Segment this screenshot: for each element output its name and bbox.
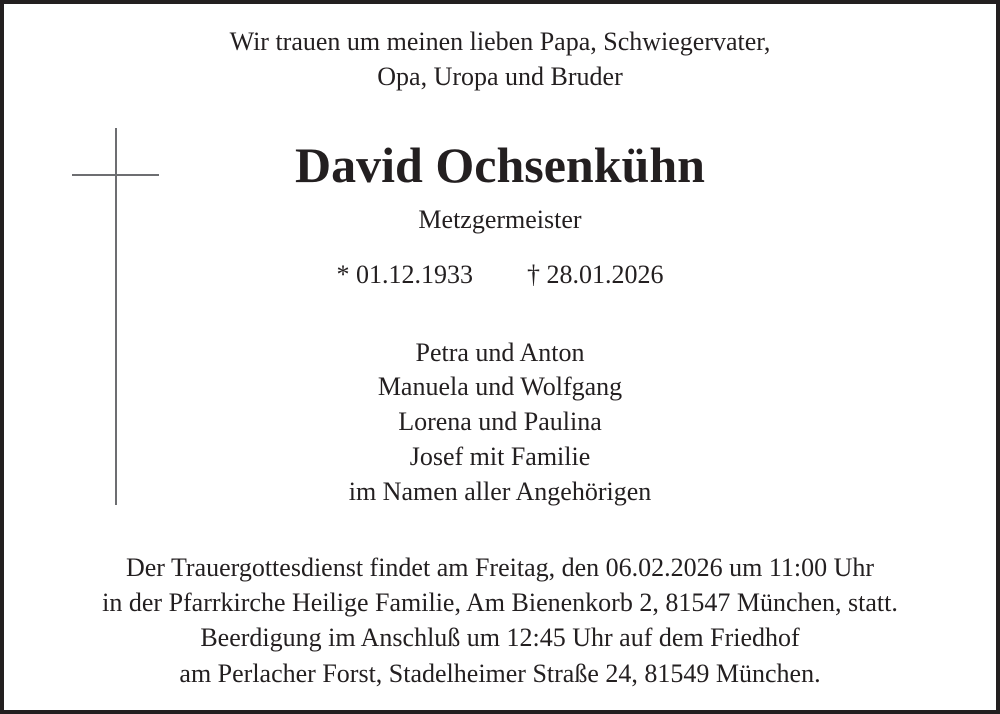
intro-line-2: Opa, Uropa und Bruder <box>377 62 623 91</box>
service-info-line: am Perlacher Forst, Stadelheimer Straße 24, 81549 München. <box>179 659 821 688</box>
birth-date: * 01.12.1933 <box>336 260 473 289</box>
death-date: † 28.01.2026 <box>527 260 664 289</box>
mourner-line: Lorena und Paulina <box>398 407 602 436</box>
life-dates <box>4 258 996 292</box>
intro-line-1: Wir trauen um meinen lieben Papa, Schwiegervater, <box>229 27 771 56</box>
service-info-line: in der Pfarrkirche Heilige Familie, Am Bienenkorb 2, 81547 München, statt. <box>102 588 898 617</box>
occupation: Metzgermeister <box>418 205 582 234</box>
service-info-line: Beerdigung im Anschluß um 12:45 Uhr auf dem Friedhof <box>200 623 800 652</box>
mourner-line: Josef mit Familie <box>409 442 591 471</box>
mourner-line: Petra und Anton <box>415 338 585 367</box>
mourner-line: im Namen aller Angehörigen <box>348 477 652 506</box>
service-info-line: Der Trauergottesdienst findet am Freitag, den 06.02.2026 um 11:00 Uhr <box>125 553 875 582</box>
mourner-line: Manuela und Wolfgang <box>377 372 623 401</box>
deceased-name: David Ochsenkühn <box>295 137 705 193</box>
